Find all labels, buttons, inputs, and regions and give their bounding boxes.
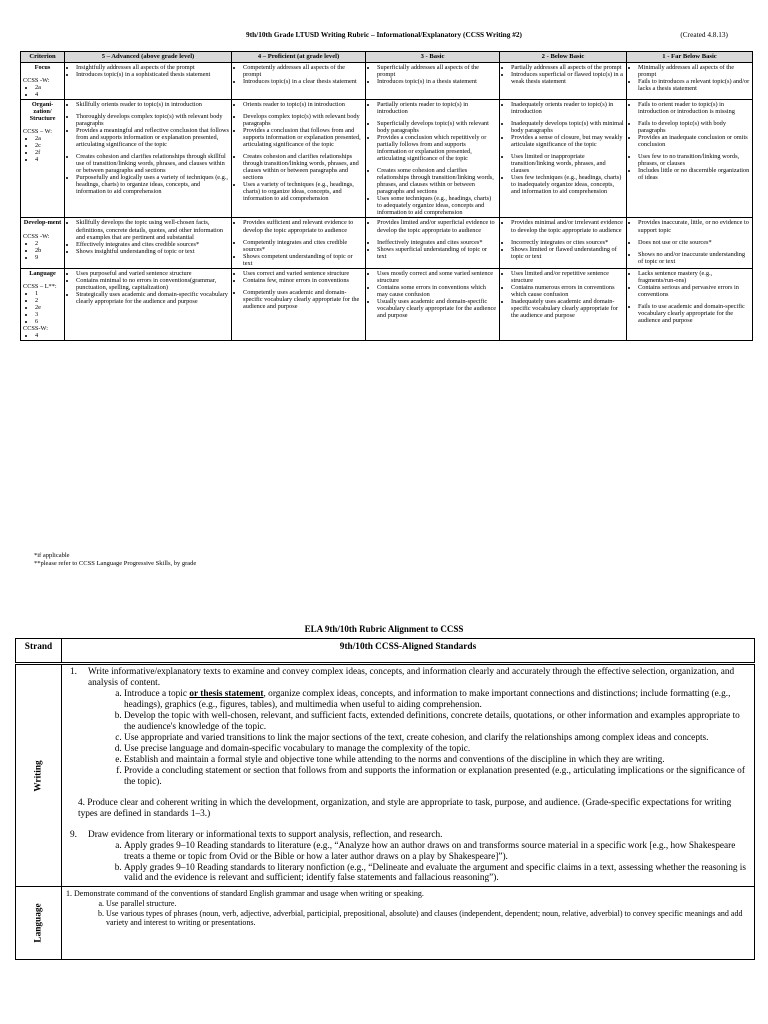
rubric-cell — [232, 268, 366, 340]
criterion-standard-code: • 2e — [35, 304, 62, 311]
rubric-cell — [232, 99, 366, 218]
criterion-standard-code: • 2f — [35, 149, 62, 156]
rubric-descriptor-list — [502, 153, 624, 195]
language-standard-sub: b. Use various types of phrases (noun, verb, adjective, adverbial, participial, prepositional, absolute) and clauses (independent, dependent; noun, relative, adverbial) to convey specific meanings and add variety and interest to writing or presentations. — [106, 909, 750, 928]
writing-standard-sub: a. Apply grades 9–10 Reading standards to literature (e.g., “Analyze how an author draws on and transforms source material in a specific work [e.g., how Shakespeare treats a theme or topic from Ovid or the Bible or how a later author draws on a play by Shakespeare]”). — [124, 841, 750, 863]
rubric-descriptor: • Provides a meaningful and reflective conclusion that follows from and supports information or explanation presented, articulating significance of the topic — [76, 127, 229, 148]
rubric-descriptor: • Creates some cohesion and clarifies relationships through transition/linking words, phrases, and clauses within or between paragraphs and sections — [377, 167, 497, 195]
rubric-descriptor: • Introduces topic(s) in a clear thesis statement — [243, 78, 363, 85]
rubric-descriptor: • Contains serious and pervasive errors in conventions — [638, 284, 750, 298]
criterion-standard-label: CCSS – L**: — [23, 282, 57, 290]
rubric-descriptor-list — [234, 239, 363, 267]
thesis-emphasis: or thesis statement — [189, 688, 264, 699]
language-standard-sub: a. Use parallel structure. — [106, 899, 750, 909]
criterion-standard-code: • 4 — [35, 91, 62, 98]
rubric-descriptor: • Usually uses academic and domain-specific vocabulary clearly appropriate for the audience and purpose — [377, 298, 497, 319]
writing-strand-label: Writing — [33, 760, 44, 792]
rubric-descriptor: • Fails to introduces a relevant topic(s) and/or lacks a thesis statement — [638, 78, 750, 92]
rubric-descriptor: • Inadequately orients reader to topic(s) in introduction — [511, 101, 624, 115]
rubric-cell — [232, 218, 366, 268]
rubric-descriptor: • Orients reader to topic(s) in introduction — [243, 101, 363, 108]
note-language-progressive: **please refer to CCSS Language Progressive Skills, by grade — [34, 560, 197, 568]
rubric-descriptor: • Contains numerous errors in conventions which cause confusion — [511, 284, 624, 298]
criterion-standard-label: CCSS -W: — [23, 232, 50, 240]
rubric-descriptor: • Uses purposeful and varied sentence structure — [76, 270, 229, 277]
rubric-descriptor: • Purposefully and logically uses a variety of techniques (e.g., headings, charts) to organize ideas, concepts, and information to aid comprehension — [76, 174, 229, 195]
criterion-cell — [21, 268, 65, 340]
document-header — [0, 30, 768, 44]
writing-item-4: 4. Produce clear and coherent writing in which the development, organization, and style are appropriate to task, purpose, and audience. (Grade-specific expectations for writing types are defined in standards 1–3.) — [78, 797, 732, 819]
created-date: (Created 4.8.13) — [680, 30, 728, 39]
rubric-descriptor-list — [368, 219, 497, 233]
alignment-table — [15, 638, 755, 960]
rubric-descriptor-list — [502, 270, 624, 319]
rubric-descriptor: • Provides a conclusion that follows from and supports information or explanation presented, articulating significance of the topic — [243, 127, 363, 148]
rubric-cell — [65, 268, 232, 340]
language-strand-cell — [16, 887, 62, 960]
rubric-descriptor: • Competently uses academic and domain-specific vocabulary clearly appropriate for the audience and purpose — [243, 289, 363, 310]
rubric-descriptor: • Inadequately develops topic(s) with minimal body paragraphs — [511, 120, 624, 134]
rubric-notes — [34, 552, 196, 569]
rubric-descriptor-list — [502, 101, 624, 115]
rubric-col-header: 5 – Advanced (above grade level) — [65, 52, 232, 63]
rubric-descriptor: • Introduces topic(s) in a thesis statement — [377, 78, 497, 85]
language-item-1-subs — [66, 899, 750, 928]
criterion-standard-code: • 2c — [35, 142, 62, 149]
rubric-descriptor: • Creates cohesion and clarifies relationships through skillful use of transition/linking words, phrases, and clauses within or between paragraphs and sections — [76, 153, 229, 174]
rubric-descriptor: • Fails to develop topic(s) with body paragraphs — [638, 120, 750, 134]
rubric-descriptor: • Strategically uses academic and domain-specific vocabulary clearly appropriate for the audience and purpose — [76, 291, 229, 305]
writing-standard-sub: a. Introduce a topic or thesis statement, organize complex ideas, concepts, and information to make important connections and distinctions; include formatting (e.g., headings), graphics (e.g., figures, tables), and multimedia when useful to aiding comprehension. — [124, 689, 750, 711]
writing-standard-sub: f. Provide a concluding statement or section that follows from and supports the information or explanation presented (e.g., articulating implications or the significance of the topic). — [124, 766, 750, 788]
rubric-descriptor: • Uses mostly correct and some varied sentence structure — [377, 270, 497, 284]
rubric-descriptor-list — [67, 113, 229, 148]
rubric-col-header: 2 - Below Basic — [500, 52, 627, 63]
writing-standard-sub: b. Develop the topic with well-chosen, relevant, and sufficient facts, extended definitions, concrete details, quotations, or other information and examples appropriate to the audience's knowledge of the topic. — [124, 711, 750, 733]
rubric-descriptor: • Introduces topic(s) in a sophisticated thesis statement — [76, 71, 229, 78]
rubric-descriptor-list — [234, 64, 363, 85]
criterion-standard-code: • 9 — [35, 254, 62, 261]
rubric-descriptor-list — [234, 270, 363, 284]
rubric-col-header: 4 – Proficient (at grade level) — [232, 52, 366, 63]
criterion-standard-code: • 2 — [35, 240, 62, 247]
rubric-descriptor: • Develops complex topic(s) with relevant body paragraphs — [243, 113, 363, 127]
criterion-name: Develop-ment — [23, 219, 62, 227]
rubric-descriptor-list — [234, 101, 363, 108]
rubric-row — [21, 218, 753, 268]
rubric-descriptor: • Inadequately uses academic and domain-specific vocabulary clearly appropriate for the audience and purpose — [511, 298, 624, 319]
rubric-cell — [627, 218, 753, 268]
note-if-applicable: *if applicable — [34, 552, 70, 559]
rubric-row — [21, 62, 753, 99]
rubric-descriptor: • Shows superficial understanding of topic or text — [377, 246, 497, 260]
rubric-descriptor: • Includes little or no discernible organization of ideas — [638, 167, 750, 181]
criterion-standard-list — [23, 332, 62, 339]
rubric-descriptor: • Uses limited or inappropriate transition/linking words, phrases, and clauses — [511, 153, 624, 174]
rubric-cell — [366, 218, 500, 268]
rubric-cell — [500, 268, 627, 340]
rubric-descriptor-list — [629, 101, 750, 115]
rubric-descriptor-list — [502, 219, 624, 233]
rubric-descriptor: • Provides sufficient and relevant evidence to develop the topic appropriate to audience — [243, 219, 363, 233]
rubric-descriptor: • Partially addresses all aspects of the prompt — [511, 64, 624, 71]
criterion-standard-label: CCSS – W: — [23, 127, 53, 135]
rubric-descriptor: • Lacks sentence mastery (e.g., fragments/run-ons) — [638, 270, 750, 284]
rubric-title: 9th/10th Grade LTUSD Writing Rubric – Informational/Explanatory (CCSS Writing #2) — [246, 30, 522, 39]
rubric-descriptor-list — [368, 167, 497, 216]
criterion-standard-code: • 4 — [35, 156, 62, 163]
rubric-descriptor: • Shows no and/or inaccurate understanding of topic or text — [638, 251, 750, 265]
strand-header: Strand — [16, 639, 62, 664]
rubric-cell — [366, 62, 500, 99]
rubric-descriptor: • Provides a conclusion which repetitively or partially follows from and supports information or explanation presented, articulating significance of the topic — [377, 134, 497, 162]
writing-standard-sub: b. Apply grades 9–10 Reading standards to literary nonfiction (e.g., “Delineate and evaluate the argument and specific claims in a text, assessing whether the reasoning is valid and the evidence is relevant and sufficient; identify false statements and fallacious reasoning”). — [124, 863, 750, 885]
rubric-descriptor: • Provides minimal and/or irrelevant evidence to develop the topic appropriate to audience — [511, 219, 624, 233]
rubric-row — [21, 268, 753, 340]
rubric-descriptor-list — [368, 64, 497, 85]
criterion-name: Focus — [34, 63, 51, 71]
criterion-standard-list — [23, 290, 62, 325]
criterion-standard-list — [23, 135, 62, 163]
standards-header: 9th/10th CCSS-Aligned Standards — [62, 639, 755, 664]
rubric-cell — [65, 62, 232, 99]
writing-item-1: 1. Write informative/explanatory texts to examine and convey complex ideas, concepts, and information clearly and accurately through the effective selection, organization, and analysis of content. — [70, 667, 735, 688]
rubric-descriptor: • Provides inaccurate, little, or no evidence to support topic — [638, 219, 750, 233]
rubric-descriptor-list — [67, 101, 229, 108]
writing-standard-sub: d. Use precise language and domain-specific vocabulary to manage the complexity of the topic. — [124, 744, 750, 755]
rubric-descriptor-list — [502, 120, 624, 148]
rubric-descriptor: • Uses few techniques (e.g., headings, charts) to inadequately organize ideas, concepts, and information to aid comprehension — [511, 174, 624, 195]
criterion-standard-code: • 1 — [35, 290, 62, 297]
rubric-descriptor: • Uses few to no transition/linking words, phrases, or clauses — [638, 153, 750, 167]
rubric-descriptor-list — [629, 303, 750, 324]
rubric-descriptor-list — [234, 153, 363, 202]
rubric-cell — [232, 62, 366, 99]
rubric-cell — [366, 99, 500, 218]
rubric-descriptor: • Provides a sense of closure, but may weakly articulate significance of the topic — [511, 134, 624, 148]
rubric-descriptor: • Contains few, minor errors in conventions — [243, 277, 363, 284]
rubric-descriptor-list — [629, 239, 750, 246]
rubric-cell — [627, 62, 753, 99]
criterion-name: Organi-zation/ Structure — [29, 100, 56, 122]
criterion-name: Language — [29, 269, 56, 277]
writing-item-9-subs — [66, 841, 750, 885]
rubric-descriptor: • Shows limited or flawed understanding of topic or text — [511, 246, 624, 260]
rubric-descriptor-list — [67, 153, 229, 195]
rubric-descriptor: • Skillfully orients reader to topic(s) in introduction — [76, 101, 229, 108]
rubric-descriptor: • Superficially develops topic(s) with relevant body paragraphs — [377, 120, 497, 134]
rubric-cell — [627, 268, 753, 340]
writing-standard-sub: e. Establish and maintain a formal style and objective tone while attending to the norms and conventions of the discipline in which they are writing. — [124, 755, 750, 766]
criterion-standard-code: • 2a — [35, 84, 62, 91]
rubric-descriptor-list — [368, 101, 497, 115]
criterion-cell — [21, 62, 65, 99]
rubric-descriptor: • Introduces superficial or flawed topic(s) in a weak thesis statement — [511, 71, 624, 85]
criterion-standard-code: • 3 — [35, 311, 62, 318]
criterion-standard-list — [23, 240, 62, 261]
criterion-standard-code: • 4 — [35, 332, 62, 339]
rubric-descriptor: • Fails to use academic and domain-specific vocabulary clearly appropriate for the audience and purpose — [638, 303, 750, 324]
rubric-descriptor: • Shows insightful understanding of topic or text — [76, 248, 229, 255]
rubric-descriptor-list — [67, 270, 229, 305]
rubric-descriptor-list — [502, 64, 624, 85]
rubric-col-header: 1 - Far Below Basic — [627, 52, 753, 63]
writing-standards — [62, 664, 755, 887]
rubric-descriptor: • Skillfully develops the topic using well-chosen facts, definitions, concrete details, quotes, and other information and examples that are pertinent and substantial — [76, 219, 229, 240]
rubric-descriptor: • Insightfully addresses all aspects of the prompt — [76, 64, 229, 71]
writing-item-1-subs — [66, 689, 750, 788]
rubric-descriptor-list — [234, 289, 363, 310]
rubric-descriptor-list — [368, 120, 497, 162]
rubric-col-header: Criterion — [21, 52, 65, 63]
rubric-cell — [500, 218, 627, 268]
criterion-standard-code: • 2a — [35, 135, 62, 142]
rubric-cell — [366, 268, 500, 340]
criterion-standard-code: • 2 — [35, 297, 62, 304]
rubric-descriptor-list — [368, 270, 497, 319]
rubric-row — [21, 99, 753, 218]
rubric-descriptor: • Contains minimal to no errors in conventions(grammar, punctuation, spelling, capitalization) — [76, 277, 229, 291]
criterion-cell — [21, 99, 65, 218]
rubric-descriptor-list — [629, 219, 750, 233]
rubric-descriptor: • Provides an inadequate conclusion or omits conclusion — [638, 134, 750, 148]
writing-standard-sub: c. Use appropriate and varied transitions to link the major sections of the text, create cohesion, and clarify the relationships among complex ideas and concepts. — [124, 733, 750, 744]
rubric-descriptor-list — [629, 153, 750, 181]
rubric-descriptor: • Competently addresses all aspects of the prompt — [243, 64, 363, 78]
rubric-descriptor: • Fails to orient reader to topic(s) in introduction or introduction is missing — [638, 101, 750, 115]
rubric-descriptor: • Partially orients reader to topic(s) in introduction — [377, 101, 497, 115]
rubric-descriptor: • Shows competent understanding of topic or text — [243, 253, 363, 267]
alignment-title: ELA 9th/10th Rubric Alignment to CCSS — [304, 624, 464, 634]
writing-row — [16, 664, 755, 887]
rubric-descriptor: • Incorrectly integrates or cites sources* — [511, 239, 624, 246]
rubric-descriptor: • Uses a variety of techniques (e.g., headings, charts) to organize ideas, concepts, and information to aid comprehension — [243, 181, 363, 202]
rubric-cell — [65, 99, 232, 218]
rubric-descriptor: • Thoroughly develops complex topic(s) with relevant body paragraphs — [76, 113, 229, 127]
criterion-standard-code: • 2b — [35, 247, 62, 254]
rubric-descriptor-list — [234, 219, 363, 233]
rubric-descriptor-list — [67, 219, 229, 254]
rubric-descriptor: • Does not use or cite sources* — [638, 239, 750, 246]
rubric-descriptor: • Ineffectively integrates and cites sources* — [377, 239, 497, 246]
rubric-cell — [627, 99, 753, 218]
rubric-descriptor-list — [629, 270, 750, 298]
rubric-descriptor: • Effectively integrates and cites credible sources* — [76, 241, 229, 248]
rubric-descriptor: • Provides limited and/or superficial evidence to develop the topic appropriate to audience — [377, 219, 497, 233]
rubric-cell — [500, 99, 627, 218]
rubric-descriptor-list — [629, 120, 750, 148]
rubric-descriptor: • Competently integrates and cites credible sources* — [243, 239, 363, 253]
rubric-descriptor-list — [234, 113, 363, 148]
criterion-standard-label: CCSS-W: — [23, 325, 48, 333]
rubric-descriptor: • Creates cohesion and clarifies relationships through transition/linking words, phrases, and clauses within or between paragraphs and sections — [243, 153, 363, 181]
rubric-descriptor-list — [629, 251, 750, 265]
rubric-descriptor: • Superficially addresses all aspects of the prompt — [377, 64, 497, 78]
rubric-descriptor-list — [67, 64, 229, 78]
criterion-standard-list — [23, 84, 62, 98]
criterion-standard-label: CCSS -W: — [23, 76, 50, 84]
rubric-descriptor: • Uses some techniques (e.g., headings, charts) to adequately organize ideas, concepts and information to aid comprehension — [377, 195, 497, 216]
language-standards — [62, 887, 755, 960]
writing-item-9: 9. Draw evidence from literary or informational texts to support analysis, reflection, and research. — [70, 829, 443, 840]
rubric-cell — [65, 218, 232, 268]
rubric-descriptor: • Uses correct and varied sentence structure — [243, 270, 363, 277]
rubric-col-header: 3 - Basic — [366, 52, 500, 63]
rubric-descriptor: • Minimally addresses all aspects of the prompt — [638, 64, 750, 78]
rubric-descriptor-list — [629, 64, 750, 92]
rubric-table — [20, 51, 753, 341]
writing-strand-cell — [16, 664, 62, 887]
rubric-descriptor-list — [368, 239, 497, 260]
rubric-cell — [500, 62, 627, 99]
criterion-cell — [21, 218, 65, 268]
criterion-standard-code: • 6 — [35, 318, 62, 325]
language-row — [16, 887, 755, 960]
rubric-descriptor: • Contains some errors in conventions which may cause confusion — [377, 284, 497, 298]
rubric-descriptor: • Uses limited and/or repetitive sentence structure — [511, 270, 624, 284]
language-strand-label: Language — [32, 903, 43, 944]
language-item-1: 1. Demonstrate command of the conventions of standard English grammar and usage when writing or speaking. — [66, 889, 424, 899]
rubric-descriptor-list — [502, 239, 624, 260]
